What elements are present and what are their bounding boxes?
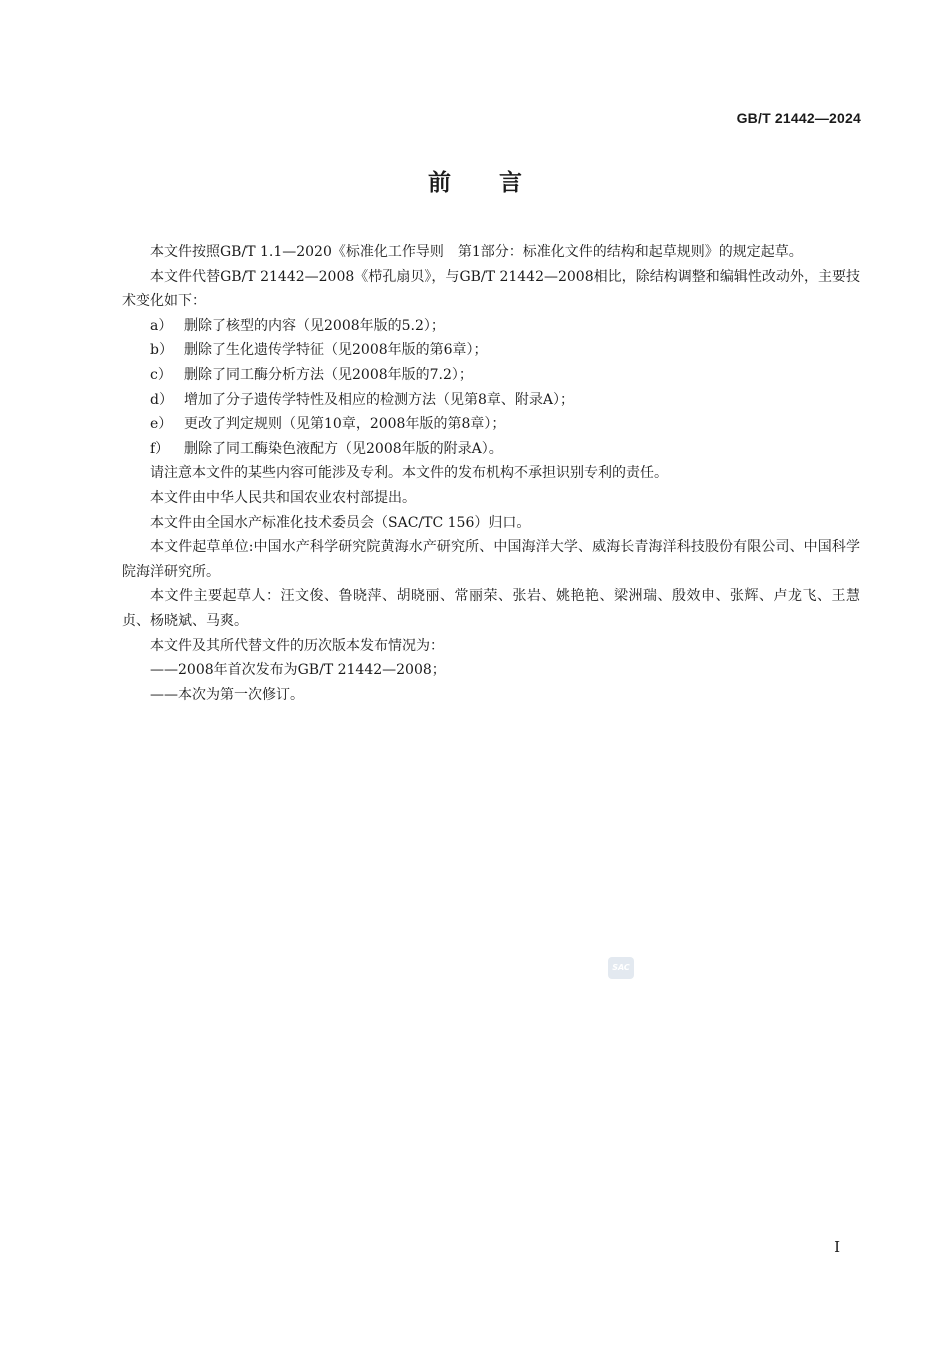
change-item-text: 更改了判定规则（见第10章，2008年版的第8章）； — [184, 416, 506, 433]
paragraph-history-intro: 本文件及其所代替文件的历次版本发布情况为： — [150, 637, 444, 654]
paragraph-proposer: 本文件由中华人民共和国农业农村部提出。 — [150, 489, 416, 506]
change-item-label: b） — [150, 342, 173, 359]
change-item-b — [122, 338, 860, 363]
change-item-label: d） — [150, 391, 173, 408]
change-item-text: 删除了生化遗传学特征（见2008年版的第6章）； — [184, 342, 488, 359]
change-item-text: 删除了同工酶分析方法（见2008年版的7.2）； — [184, 366, 473, 383]
page-title: 前言 — [428, 170, 570, 196]
paragraph-drafting-units: 本文件起草单位:中国水产科学研究院黄海水产研究所、中国海洋大学、威海长青海洋科技股份有限公司、中国科学院海洋研究所。 — [122, 539, 860, 580]
change-item-c — [122, 363, 860, 388]
sac-watermark-icon: SAC — [608, 957, 634, 979]
change-item-e — [122, 412, 860, 437]
change-item-f — [122, 437, 860, 462]
page-number: I — [834, 1238, 840, 1256]
paragraph-drafters: 本文件主要起草人：汪文俊、鲁晓萍、胡晓丽、常丽荣、张岩、姚艳艳、梁洲瑞、殷效申、张辉、卢龙飞、王慧贞、杨晓斌、马爽。 — [122, 588, 860, 629]
change-item-a — [122, 314, 860, 339]
document-code: GB/T 21442—2024 — [736, 110, 861, 126]
change-item-label: c） — [150, 366, 172, 383]
paragraph-drafting-rules: 本文件按照GB/T 1.1—2020《标准化工作导则 第1部分：标准化文件的结构和起草规则》的规定起草。 — [150, 244, 803, 260]
paragraph-replacement: 本文件代替GB/T 21442—2008《栉孔扇贝》，与GB/T 21442—2008相比，除结构调整和编辑性改动外，主要技术变化如下： — [122, 268, 860, 310]
change-item-label: f） — [150, 440, 170, 457]
change-item-label: e） — [150, 416, 173, 433]
paragraph-committee: 本文件由全国水产标准化技术委员会（SAC/TC 156）归口。 — [150, 514, 531, 531]
change-item-d — [122, 388, 860, 413]
paragraph-patent-notice: 请注意本文件的某些内容可能涉及专利。本文件的发布机构不承担识别专利的责任。 — [150, 465, 668, 482]
history-item: ——本次为第一次修订。 — [150, 686, 304, 703]
foreword-body — [122, 240, 860, 707]
change-item-text: 增加了分子遗传学特性及相应的检测方法（见第8章、附录A）； — [184, 391, 575, 408]
change-item-text: 删除了核型的内容（见2008年版的5.2）； — [184, 317, 445, 334]
history-item: ——2008年首次发布为GB/T 21442—2008； — [150, 662, 446, 679]
change-item-label: a） — [150, 317, 173, 334]
change-item-text: 删除了同工酶染色液配方（见2008年版的附录A）。 — [184, 440, 503, 457]
